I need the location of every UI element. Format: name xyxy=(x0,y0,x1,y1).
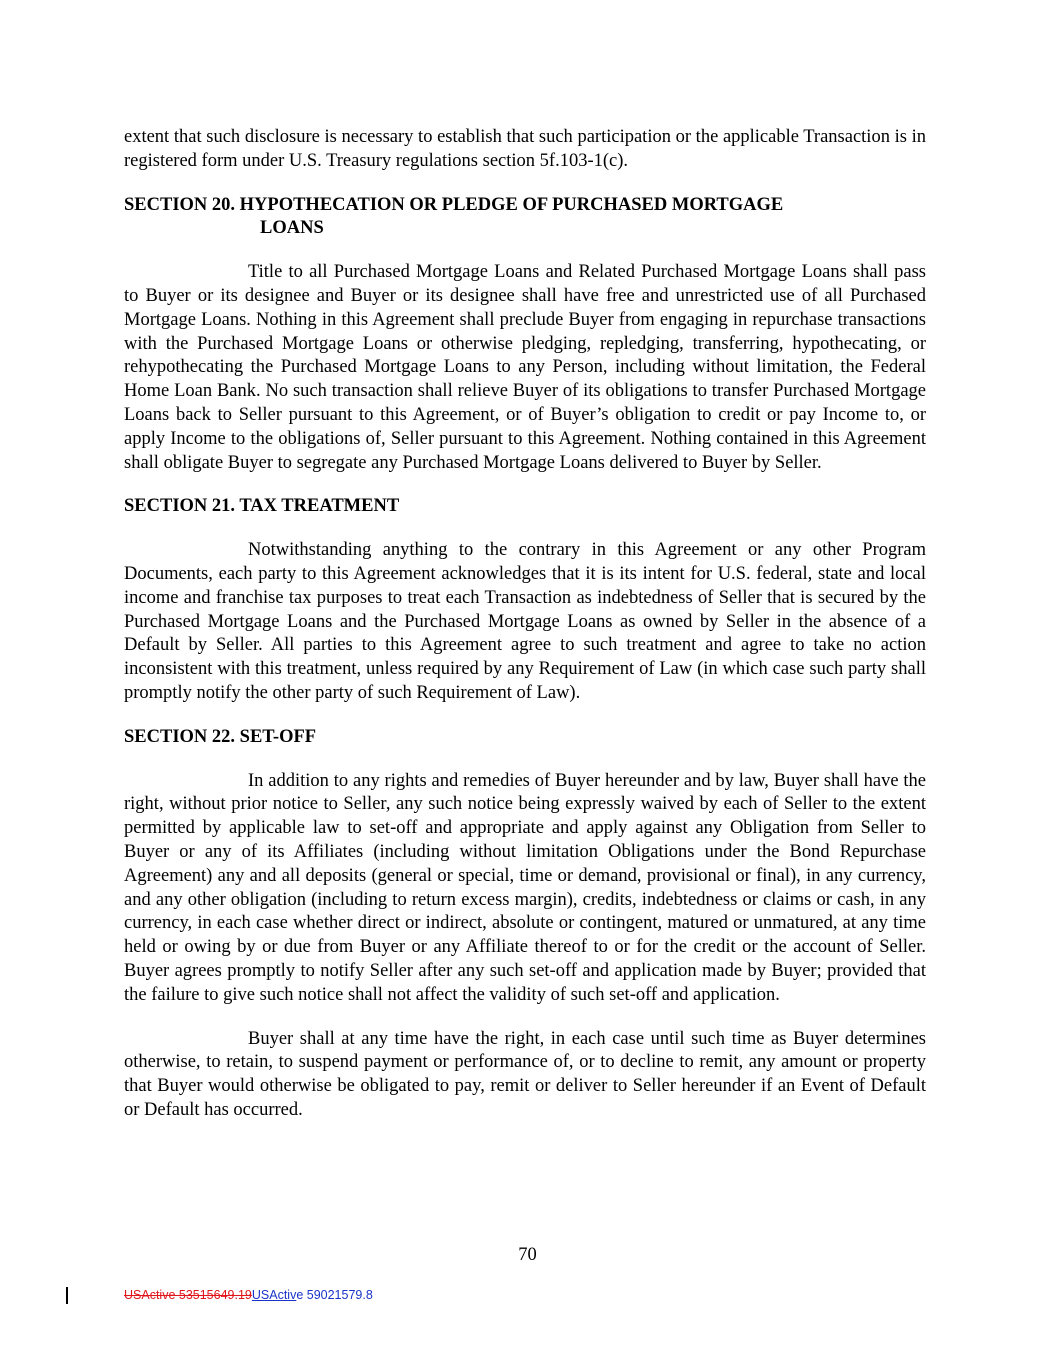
section-paragraph: Notwithstanding anything to the contrary in this Agreement or any other Program Documents, each party to this Agreement acknowledges that it is its intent for U.S. federal, state and local income and franchise tax purposes to treat each Transaction as indebtedness of Seller that is secured by the Purchased Mortgage Loans and the Purchased Mortgage Loans as owned by Seller in the absence of a Default by Seller. All parties to this Agreement agree to such treatment and agree to take no action inconsistent with this treatment, unless required by any Requirement of Law (in which case such party shall promptly notify the other party of such Requirement of Law). xyxy=(124,540,926,703)
section-paragraph: In addition to any rights and remedies of Buyer hereunder and by law, Buyer shall have the right, without prior notice to Seller, any such notice being expressly waived by each of Seller to the extent permitted by applicable law to set-off and appropriate and apply against any Obligation from Seller to Buyer or any of its Affiliates (including without limitation Obligations under the Bond Repurchase Agreement) any and all deposits (general or special, time or demand, provisional or final), in any currency, and any other obligation (including to return excess margin), credits, indebtedness or claims or cash, in any currency, in each case whether direct or indirect, absolute or contingent, matured or unmatured, at any time held or owing by or due from Buyer or any Affiliate thereof to or for the credit or the account of Seller. Buyer agrees promptly to notify Seller after any such set-off and application made by Buyer; provided that the failure to give such notice shall not affect the validity of such set-off and application. xyxy=(124,770,926,1005)
section-20 xyxy=(124,194,926,476)
page-number: 70 xyxy=(518,1245,537,1265)
change-bar xyxy=(66,1287,68,1304)
section-22 xyxy=(124,726,926,1123)
section-heading-line1: SECTION 20. HYPOTHECATION OR PLEDGE OF PURCHASED MORTGAGE xyxy=(124,194,784,215)
section-heading: SECTION 22. SET-OFF xyxy=(124,726,317,747)
section-paragraph: Buyer shall at any time have the right, in each case until such time as Buyer determines otherwise, to retain, to suspend payment or performance of, or to decline to remit, any amount or property that Buyer would otherwise be obligated to pay, remit or deliver to Seller hereunder if an Event of Default or Default has occurred. xyxy=(124,1028,926,1120)
section-heading xyxy=(124,194,926,242)
document-footer-id xyxy=(124,1288,373,1302)
section-heading: SECTION 21. TAX TREATMENT xyxy=(124,496,400,517)
document-body xyxy=(124,126,926,1123)
inserted-document-link-tail: e xyxy=(296,1288,304,1302)
deleted-document-id: USActive 53515649.19 xyxy=(124,1288,252,1302)
inserted-document-link[interactable]: USActiv xyxy=(251,1288,297,1302)
continuation-paragraph: extent that such disclosure is necessary to establish that such participation or the applicable Transaction is in registered form under U.S. Treasury regulations section 5f.103-1(c). xyxy=(124,127,926,171)
section-21 xyxy=(124,495,926,705)
section-paragraph: Title to all Purchased Mortgage Loans and Related Purchased Mortgage Loans shall pass to Buyer or its designee and Buyer or its designee shall have free and unrestricted use of all Purchased Mortgage Loans. Nothing in this Agreement shall preclude Buyer from engaging in repurchase transactions with the Purchased Mortgage Loans or otherwise pledging, repledging, transferring, hypothecating, or rehypothecating the Purchased Mortgage Loans to any Person, including without limitation, the Federal Home Loan Bank. No such transaction shall relieve Buyer of its obligations to transfer Purchased Mortgage Loans back to Seller pursuant to this Agreement, or of Buyer’s obligation to credit or pay Income to, or apply Income to the obligations of, Seller pursuant to this Agreement. Nothing contained in this Agreement shall obligate Buyer to segregate any Purchased Mortgage Loans delivered to Buyer by Seller. xyxy=(124,262,926,473)
section-heading-line2: LOANS xyxy=(260,218,324,239)
inserted-document-id: 59021579.8 xyxy=(303,1288,373,1302)
